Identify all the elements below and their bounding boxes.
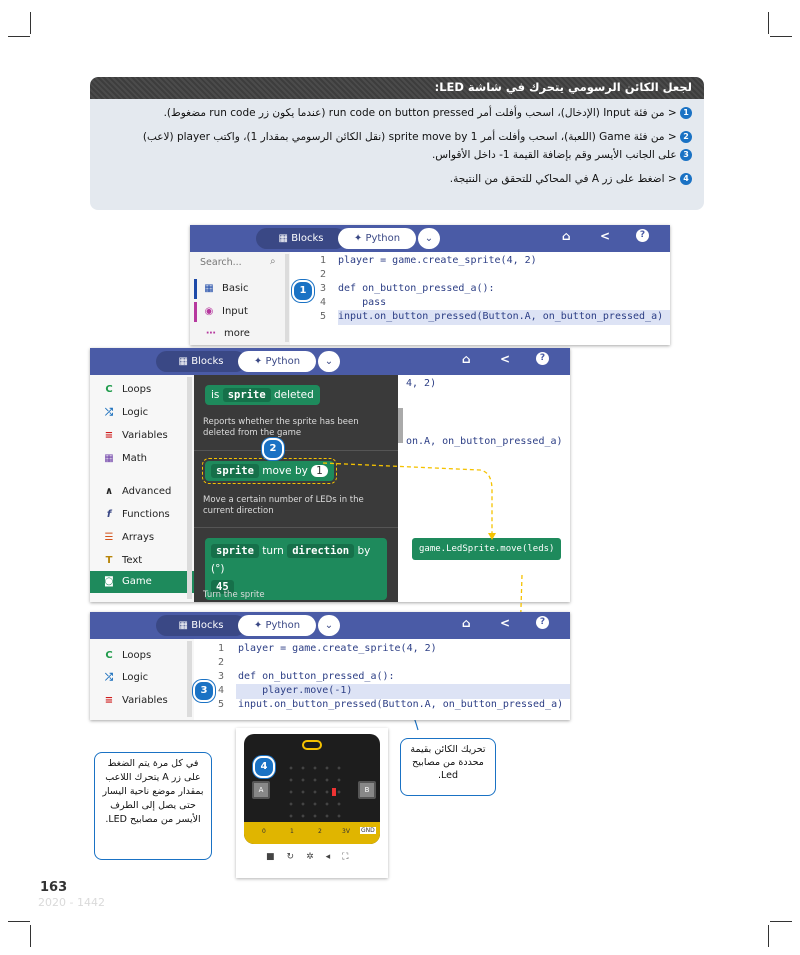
- blocks-toggle[interactable]: ▦ Blocks: [156, 615, 246, 636]
- pin-label: 2: [318, 828, 322, 835]
- pin-label: GND: [361, 827, 375, 834]
- block-description: Reports whether the sprite has been deleted from the game: [203, 417, 359, 438]
- category-label: Arrays: [122, 532, 155, 543]
- note-right: تحريك الكائن بقيمة محددة من مصابيح Led.: [400, 738, 496, 796]
- code-line[interactable]: def on_button_pressed_a():: [338, 283, 495, 294]
- blocks-toggle[interactable]: ▦ Blocks: [156, 351, 246, 372]
- category-label: Logic: [122, 672, 149, 683]
- home-icon[interactable]: ⌂: [562, 229, 571, 243]
- pin-label: 3V: [342, 828, 350, 835]
- microbit-board: [244, 734, 380, 844]
- instruction-text-3: على الجانب الأيسر وقم بإضافة القيمة 1- داخل الأقواس.: [431, 149, 677, 161]
- code-line[interactable]: input.on_button_pressed(Button.A, on_button_pressed_a): [238, 699, 564, 710]
- chevron-down-icon[interactable]: ⌄: [418, 228, 440, 249]
- step-badge-4: 4: [680, 173, 692, 185]
- block-text: move by: [262, 465, 308, 477]
- share-icon[interactable]: <: [600, 229, 611, 243]
- search-input[interactable]: Search...: [200, 257, 242, 268]
- category-label: Basic: [222, 283, 249, 294]
- block-arg: sprite: [223, 388, 271, 402]
- share-icon[interactable]: <: [500, 616, 511, 630]
- list-icon: ☰: [104, 532, 114, 543]
- simulator-controls: [266, 852, 360, 862]
- share-icon[interactable]: <: [500, 352, 511, 366]
- simulator-panel: [236, 728, 388, 878]
- loop-icon: C: [105, 384, 113, 395]
- instruction-title: لجعل الكائن الرسومي يتحرك في شاشة LED:: [434, 80, 692, 94]
- line-number: 4: [319, 297, 326, 308]
- chevron-up-icon: ∧: [104, 486, 114, 497]
- pin-label: 1: [290, 828, 294, 835]
- category-label: Input: [222, 306, 248, 317]
- category-label: more: [224, 328, 250, 339]
- instruction-text-1: < من فئة Input (الإدخال)، اسحب وأفلت أمر run code on button pressed (عندما يكون زر run code مضغوط).: [163, 107, 677, 119]
- line-number: 5: [319, 311, 326, 322]
- category-label: Math: [122, 453, 148, 464]
- logo-icon: [302, 740, 322, 750]
- block-text: deleted: [274, 389, 314, 401]
- code-line[interactable]: player.move(-1): [238, 685, 353, 696]
- page-number: 163: [40, 880, 68, 895]
- code-line[interactable]: input.on_button_pressed(Button.A, on_button_pressed_a): [338, 311, 664, 322]
- stop-icon[interactable]: ■: [266, 852, 287, 862]
- loop-icon: C: [105, 650, 113, 661]
- button-b[interactable]: B: [358, 781, 376, 799]
- step-badge-2: 2: [680, 131, 692, 143]
- category-label: Variables: [122, 430, 168, 441]
- function-icon: f: [106, 509, 112, 520]
- instruction-text-2: < من فئة Game (اللعبة)، اسحب وأفلت أمر sprite move by 1 (نقل الكائن الرسومي بمقدار 1)، واكتب player (لاعب): [142, 131, 677, 143]
- help-icon[interactable]: ?: [636, 229, 649, 242]
- home-icon[interactable]: ⌂: [462, 352, 471, 366]
- code-line[interactable]: player = game.create_sprite(4, 2): [238, 643, 437, 654]
- blocks-toggle[interactable]: ▦ Blocks: [256, 228, 346, 249]
- chevron-down-icon[interactable]: ⌄: [318, 351, 340, 372]
- lit-led: [332, 788, 336, 796]
- line-number: 5: [217, 699, 224, 710]
- gamepad-icon: ◙: [104, 576, 114, 587]
- block-value: 45: [211, 580, 234, 594]
- block-text: turn: [262, 545, 284, 557]
- help-icon[interactable]: ?: [536, 352, 549, 365]
- python-toggle[interactable]: ✦ Python: [238, 615, 316, 636]
- step-callout-1: 1: [292, 280, 314, 302]
- python-tooltip: game.LedSprite.move(leds): [412, 538, 561, 560]
- step-callout-4: 4: [253, 756, 275, 778]
- debug-icon[interactable]: ✲: [306, 852, 326, 862]
- note-left: في كل مرة يتم الضغط على زر A يتحرك اللاعب بمقدار موضع ناحية اليسار حتى يصل إلى الطرف الأيسر من مصابيح LED.: [94, 752, 212, 860]
- list-icon: ≡: [104, 430, 114, 441]
- code-line[interactable]: player = game.create_sprite(4, 2): [338, 255, 537, 266]
- block-text: by (°): [211, 545, 371, 575]
- line-number: 2: [217, 657, 224, 668]
- home-icon[interactable]: ⌂: [462, 616, 471, 630]
- fullscreen-icon[interactable]: ⛶: [342, 852, 361, 862]
- python-toggle[interactable]: ✦ Python: [238, 351, 316, 372]
- line-number: 4: [217, 685, 224, 696]
- editor-window-3: [90, 612, 570, 720]
- pin-strip: [244, 822, 380, 844]
- grid-icon: ▦: [204, 283, 214, 294]
- code-line[interactable]: 4, 2): [406, 378, 437, 389]
- editor-toolbar: [90, 612, 570, 639]
- led-matrix: [285, 762, 345, 822]
- block-value: 1: [311, 465, 328, 477]
- category-logic[interactable]: [102, 667, 148, 689]
- help-icon[interactable]: ?: [536, 616, 549, 629]
- block-text: is: [211, 389, 220, 401]
- line-number: 2: [319, 269, 326, 280]
- block-arg: sprite: [211, 544, 259, 558]
- category-label: Logic: [122, 407, 149, 418]
- category-loops[interactable]: [102, 645, 151, 667]
- step-callout-2: 2: [262, 438, 284, 460]
- block-arg: direction: [287, 544, 354, 558]
- mute-icon[interactable]: ◂: [325, 852, 343, 862]
- toolbox: [90, 639, 194, 720]
- code-line[interactable]: on.A, on_button_pressed_a): [406, 436, 563, 447]
- code-line[interactable]: def on_button_pressed_a():: [238, 671, 395, 682]
- category-label: Variables: [122, 695, 168, 706]
- search-icon[interactable]: ⌕: [270, 256, 276, 267]
- calculator-icon: ▦: [104, 453, 114, 464]
- list-icon: ≡: [104, 695, 114, 706]
- category-label: Loops: [122, 384, 152, 395]
- button-a[interactable]: A: [252, 781, 270, 799]
- restart-icon[interactable]: ↻: [286, 852, 307, 862]
- pin-label: 0: [262, 828, 266, 835]
- step-callout-3: 3: [193, 680, 215, 702]
- block-description: Turn the sprite: [203, 590, 265, 600]
- faded-year: 2020 - 1442: [38, 896, 105, 909]
- shuffle-icon: ⤮: [105, 407, 113, 418]
- python-toggle[interactable]: ✦ Python: [338, 228, 416, 249]
- instruction-text-4: < اضغط على زر A في المحاكي للتحقق من النتيجة.: [449, 173, 677, 185]
- category-label: Advanced: [122, 486, 172, 497]
- line-number: 1: [217, 643, 224, 654]
- line-number: 3: [217, 671, 224, 682]
- more-icon: ⋯: [206, 328, 216, 339]
- shuffle-icon: ⤮: [105, 672, 113, 683]
- category-label: Game: [122, 576, 152, 587]
- scrollbar[interactable]: [187, 641, 192, 717]
- step-badge-3: 3: [680, 149, 692, 161]
- category-label: Text: [122, 555, 143, 566]
- category-label: Loops: [122, 650, 152, 661]
- text-icon: T: [105, 555, 113, 566]
- category-label: Functions: [122, 509, 170, 520]
- step-badge-1: 1: [680, 107, 692, 119]
- line-number: 1: [319, 255, 326, 266]
- code-line[interactable]: pass: [338, 297, 387, 308]
- block-arg: sprite: [211, 464, 259, 478]
- line-number: 3: [319, 283, 326, 294]
- block-description: Move a certain number of LEDs in the current direction: [203, 495, 364, 516]
- category-variables[interactable]: [102, 690, 168, 712]
- chevron-down-icon[interactable]: ⌄: [318, 615, 340, 636]
- target-icon: ◉: [204, 306, 214, 317]
